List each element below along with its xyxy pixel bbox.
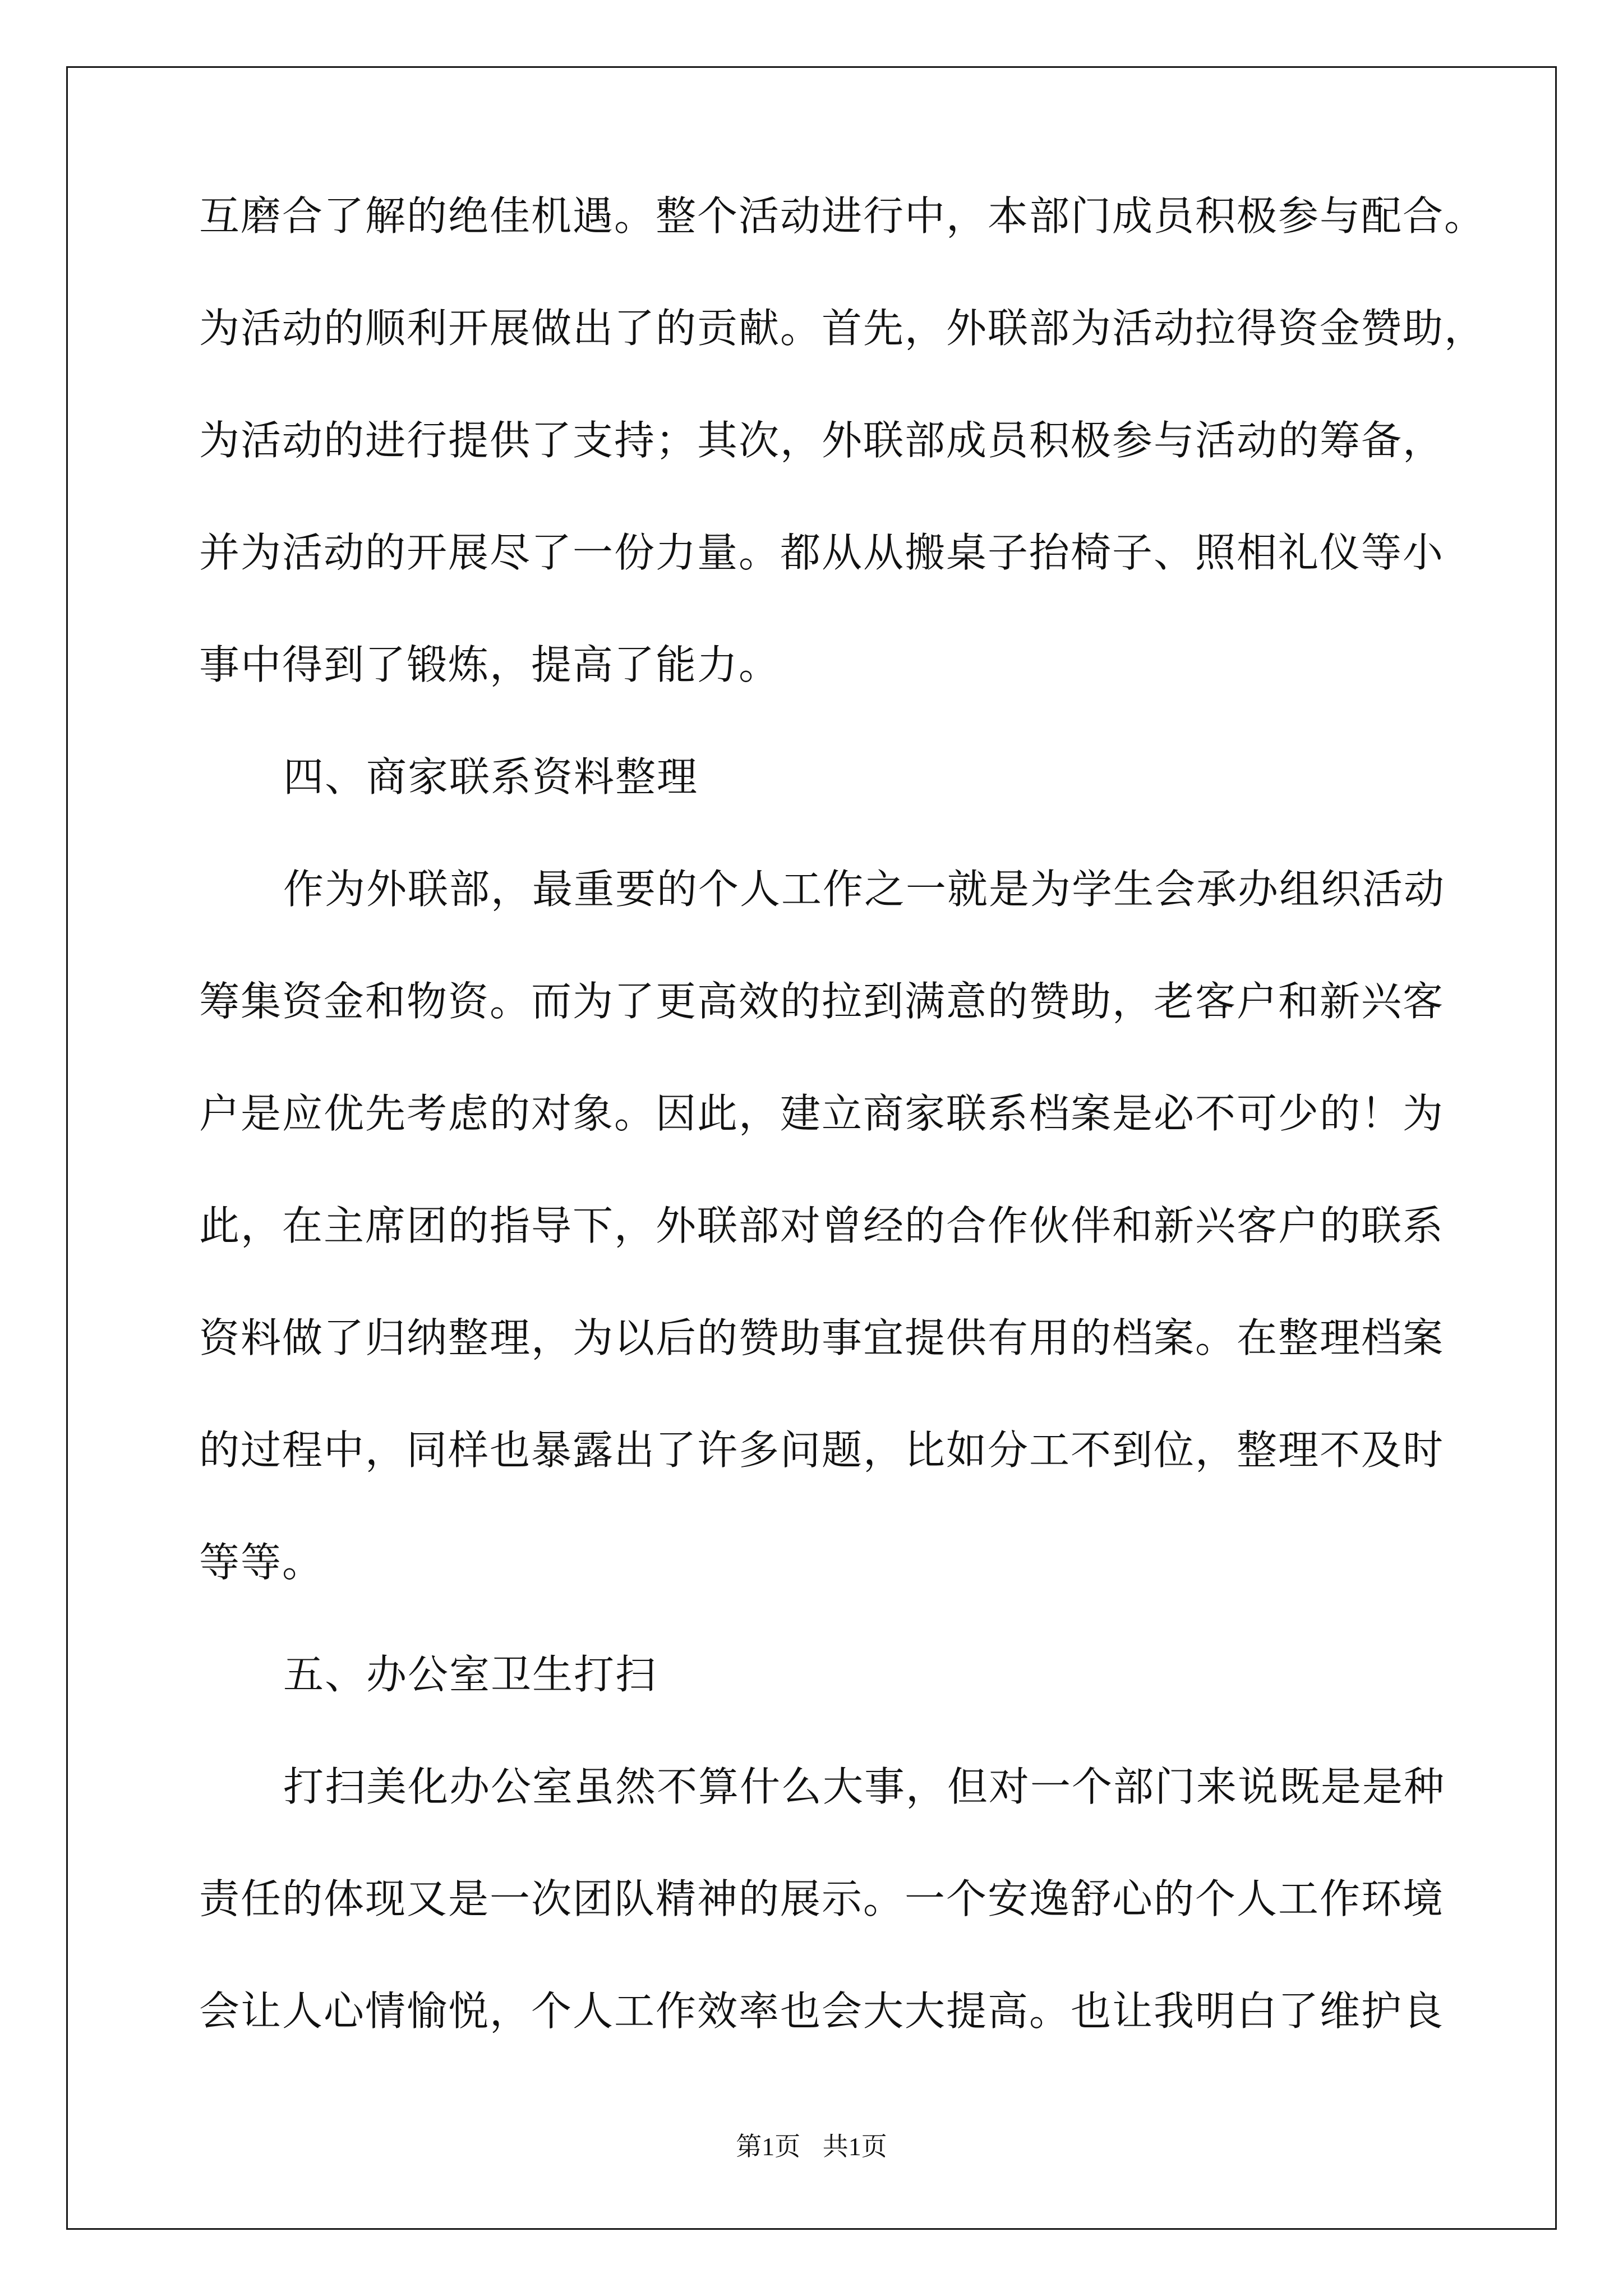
section-heading: 五、办公室卫生打扫: [283, 1651, 657, 1698]
paragraph-line: 为活动的顺利开展做出了的贡献。首先，外联部为活动拉得资金赞助，: [199, 305, 1486, 352]
paragraph-line: 等等。: [199, 1539, 324, 1586]
page-number: 第1页: [736, 2132, 801, 2161]
section-heading: 四、商家联系资料整理: [283, 753, 699, 800]
paragraph-line: 责任的体现又是一次团队精神的展示。一个安逸舒心的个人工作环境: [199, 1875, 1445, 1922]
total-pages: 共1页: [822, 2132, 887, 2161]
page-footer: [0, 2126, 1623, 2163]
paragraph-line: 户是应优先考虑的对象。因此，建立商家联系档案是必不可少的！为: [199, 1090, 1445, 1137]
paragraph-line: 作为外联部，最重要的个人工作之一就是为学生会承办组织活动: [283, 866, 1446, 913]
paragraph-line: 打扫美化办公室虽然不算什么大事，但对一个部门来说既是是种: [283, 1763, 1446, 1810]
paragraph-line: 并为活动的开展尽了一份力量。都从从搬桌子抬椅子、照相礼仪等小: [199, 529, 1445, 576]
paragraph-line: 为活动的进行提供了支持；其次，外联部成员积极参与活动的筹备，: [199, 417, 1445, 464]
paragraph-line: 互磨合了解的绝佳机遇。整个活动进行中，本部门成员积极参与配合。: [199, 192, 1486, 240]
paragraph-line: 资料做了归纳整理，为以后的赞助事宜提供有用的档案。在整理档案: [199, 1314, 1445, 1361]
paragraph-line: 事中得到了锻炼，提高了能力。: [199, 641, 781, 688]
paragraph-line: 此，在主席团的指导下，外联部对曾经的合作伙伴和新兴客户的联系: [199, 1202, 1445, 1249]
paragraph-line: 会让人心情愉悦，个人工作效率也会大大提高。也让我明白了维护良: [199, 1987, 1445, 2035]
paragraph-line: 的过程中，同样也暴露出了许多问题，比如分工不到位，整理不及时: [199, 1427, 1445, 1474]
paragraph-line: 筹集资金和物资。而为了更高效的拉到满意的赞助，老客户和新兴客: [199, 978, 1445, 1025]
